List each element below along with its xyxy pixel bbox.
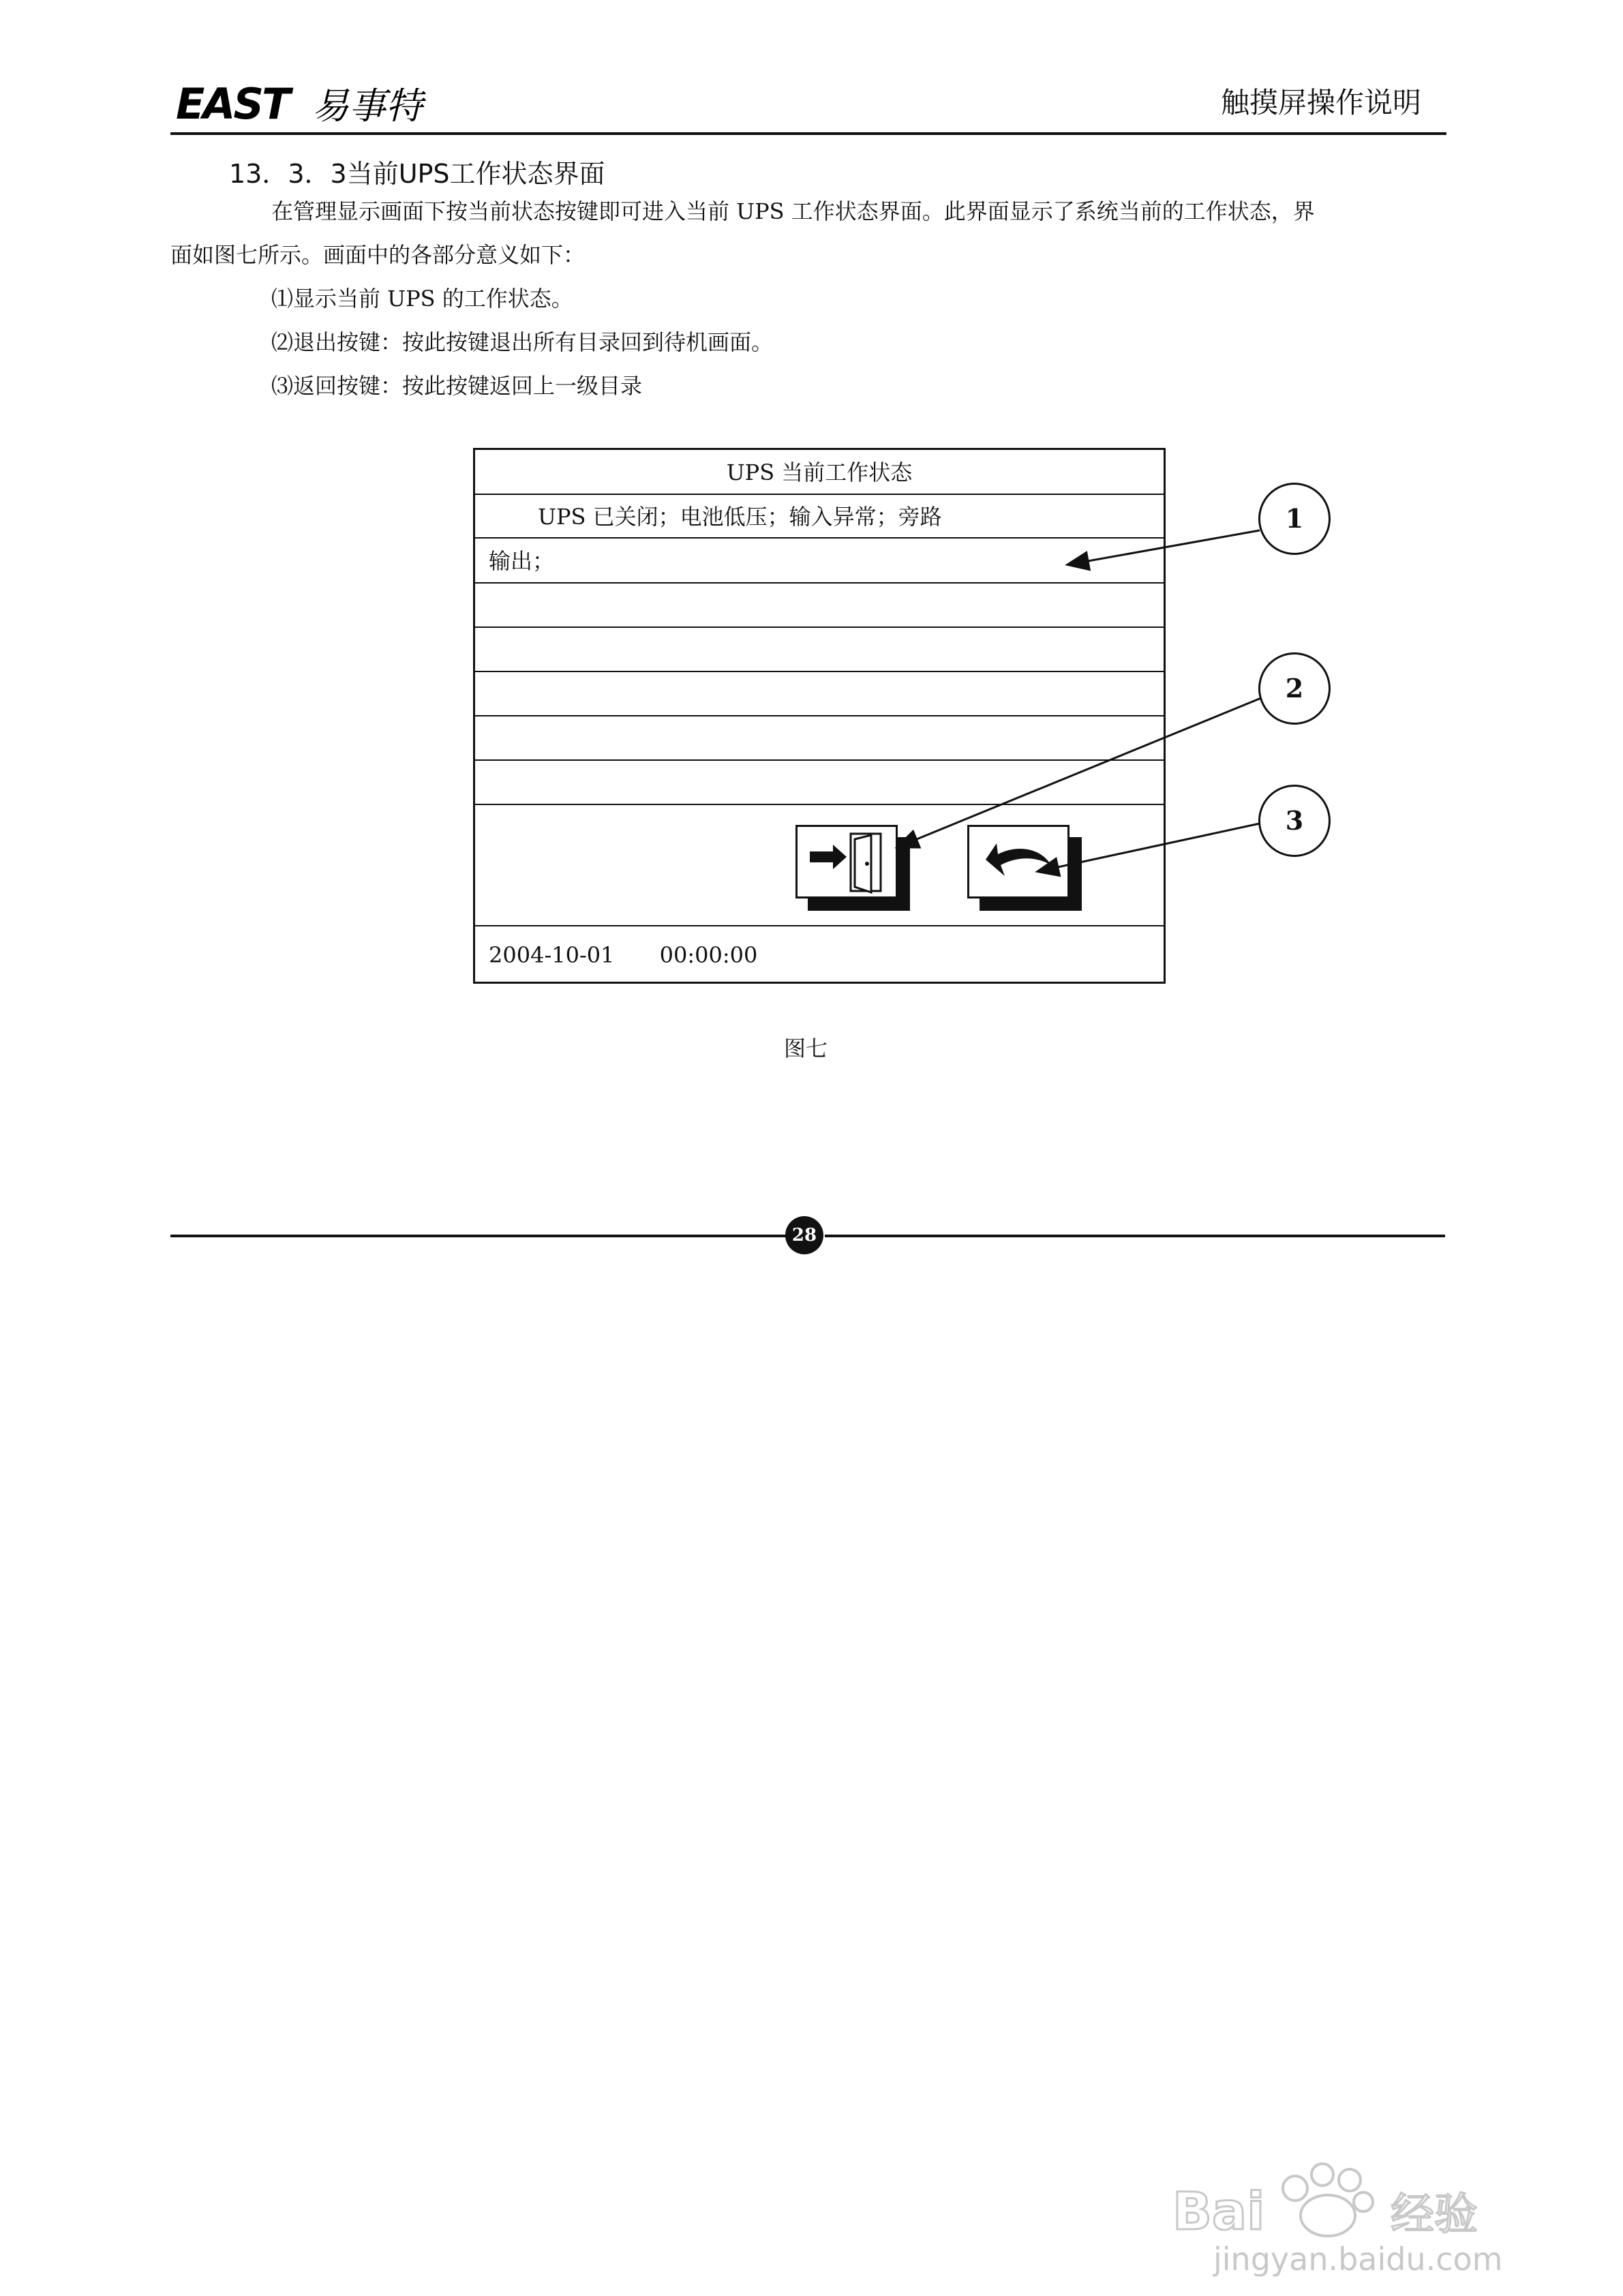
status-row-empty xyxy=(475,628,1164,672)
callout-3: 3 xyxy=(1258,785,1331,857)
page-number: 28 xyxy=(785,1216,823,1254)
svg-text:jingyan.baidu.com: jingyan.baidu.com xyxy=(1213,2241,1503,2278)
screen-date: 2004-10-01 xyxy=(489,942,615,968)
header-divider xyxy=(170,132,1446,135)
exit-door-icon xyxy=(798,827,896,896)
back-button[interactable] xyxy=(967,825,1083,912)
svg-text:Bai: Bai xyxy=(1172,2181,1265,2241)
section-heading: 13．3．3当前UPS工作状态界面 xyxy=(229,159,605,189)
button-area xyxy=(475,805,1164,926)
status-row-empty xyxy=(475,672,1164,716)
footer-divider-left xyxy=(170,1235,787,1237)
svg-text:易事特: 易事特 xyxy=(312,85,423,127)
description-item-3: ⑶返回按键：按此按键返回上一级目录 xyxy=(271,373,643,399)
intro-paragraph-line-1: 在管理显示画面下按当前状态按键即可进入当前 UPS 工作状态界面。此界面显示了系统当前的工作状态，界 xyxy=(271,198,1315,224)
status-row-empty xyxy=(475,761,1164,805)
callout-2: 2 xyxy=(1258,652,1331,725)
footer-divider-right xyxy=(825,1235,1445,1237)
description-item-1: ⑴显示当前 UPS 的工作状态。 xyxy=(271,286,573,312)
exit-button[interactable] xyxy=(795,825,911,912)
status-row-empty xyxy=(475,584,1164,628)
screen-footer xyxy=(475,926,1164,984)
svg-text:EAST: EAST xyxy=(176,79,289,129)
svg-text:经验: 经验 xyxy=(1391,2190,1478,2240)
east-logo xyxy=(176,75,435,130)
figure-caption: 图七 xyxy=(784,1036,828,1061)
description-item-2: ⑵退出按键：按此按键退出所有目录回到待机画面。 xyxy=(271,329,774,355)
header-title: 触摸屏操作说明 xyxy=(1220,86,1421,119)
baidu-jingyan-watermark xyxy=(1159,2147,1568,2284)
intro-paragraph-line-2: 面如图七所示。画面中的各部分意义如下： xyxy=(170,242,586,268)
back-arrow-icon xyxy=(969,827,1067,896)
status-line-2: 输出； xyxy=(475,539,1164,584)
callout-1: 1 xyxy=(1258,483,1331,555)
status-row-empty xyxy=(475,716,1164,761)
screen-title: UPS 当前工作状态 xyxy=(475,450,1164,495)
ups-status-screen xyxy=(473,448,1166,984)
status-line-1: UPS 已关闭；电池低压；输入异常；旁路 xyxy=(475,495,1164,539)
screen-time: 00:00:00 xyxy=(659,942,758,968)
